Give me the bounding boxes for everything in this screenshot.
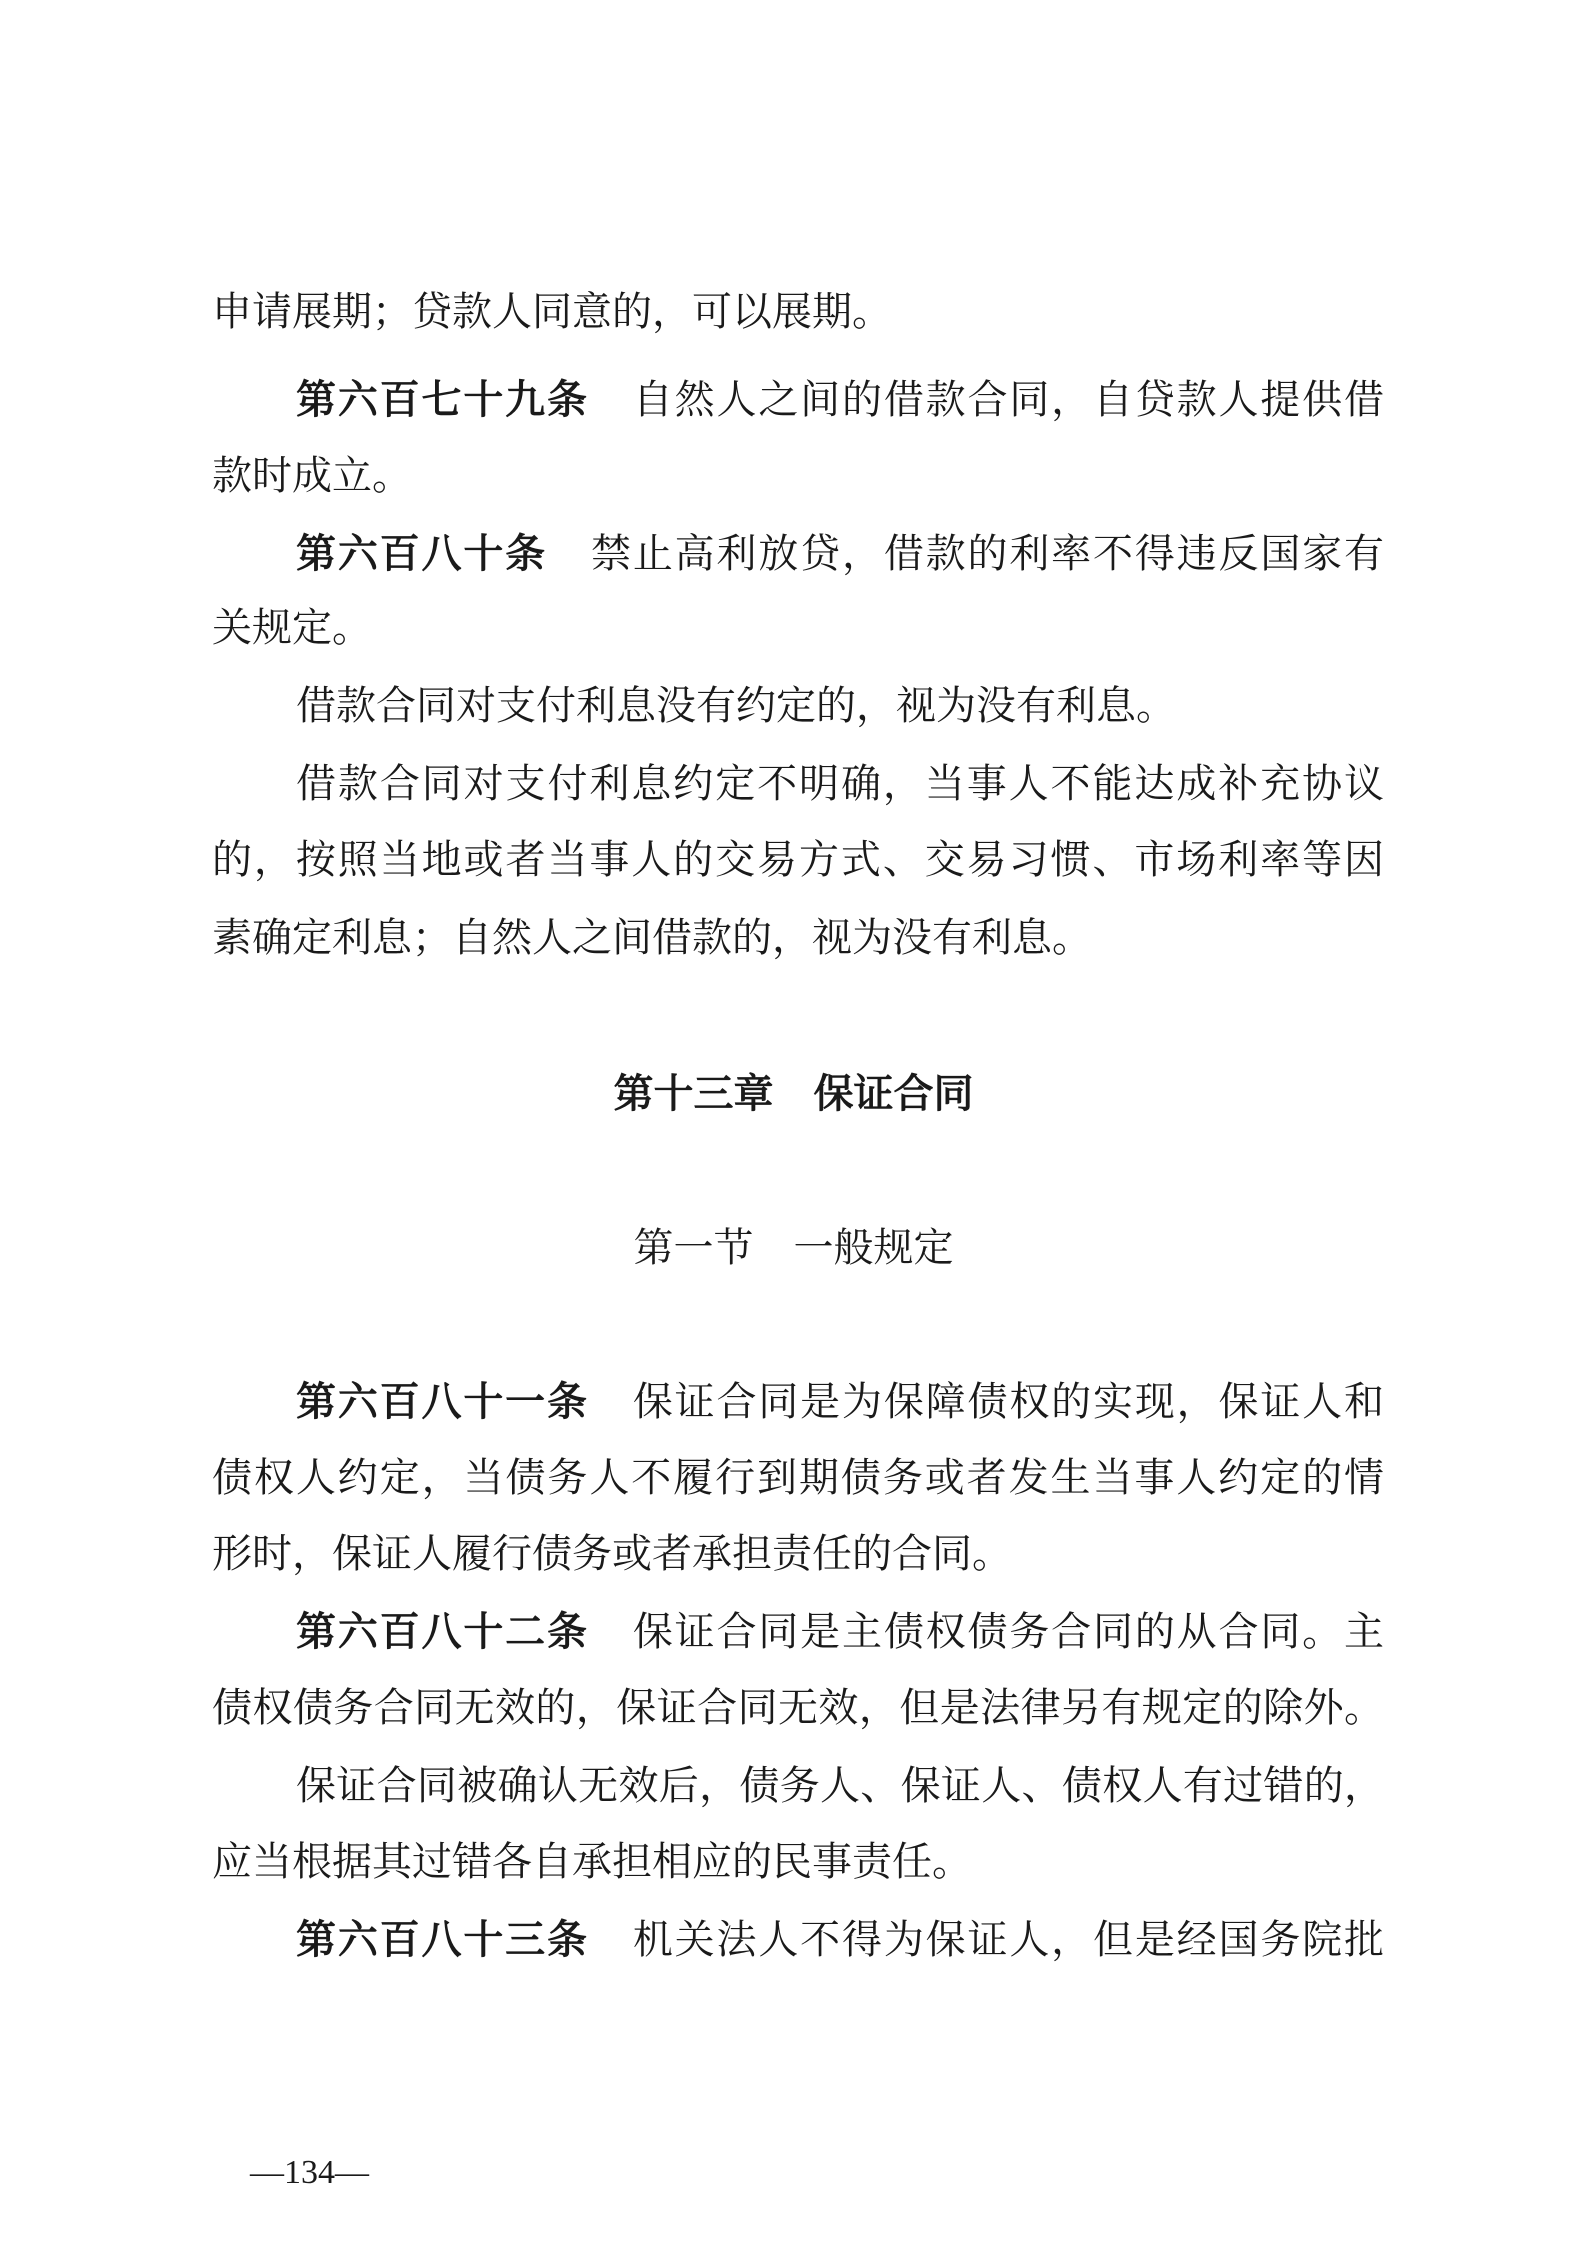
article-682-line-2 [212, 1672, 1384, 1744]
article-text: 借款合同对支付利息没有约定的，视为没有利息。 [296, 683, 1176, 729]
article-682-para-2-line-1 [212, 1750, 1384, 1822]
article-text: 素确定利息；自然人之间借款的，视为没有利息。 [212, 915, 1092, 961]
article-number: 第六百七十九条 [296, 377, 589, 423]
paragraph-line [212, 276, 1384, 348]
article-text: 债权债务合同无效的，保证合同无效，但是法律另有规定的除外。 [212, 1685, 1384, 1731]
article-text: 债权人约定，当债务人不履行到期债务或者发生当事人约定的情 [212, 1455, 1384, 1501]
article-number: 第六百八十条 [296, 531, 547, 577]
chapter-heading [0, 1058, 1587, 1130]
article-text: 保证合同是为保障债权的实现，保证人和 [632, 1379, 1385, 1425]
article-682-line-1 [212, 1596, 1384, 1668]
article-680-para-2 [212, 670, 1384, 742]
article-number: 第六百八十三条 [296, 1917, 589, 1963]
article-text: 借款合同对支付利息约定不明确，当事人不能达成补充协议 [296, 761, 1384, 807]
section-number: 第一节 [633, 1225, 754, 1271]
article-683-line-1 [212, 1904, 1384, 1976]
chapter-number: 第十三章 [613, 1071, 774, 1117]
article-text: 禁止高利放贷，借款的利率不得违反国家有 [591, 531, 1384, 577]
article-679-line-2 [212, 440, 1384, 512]
article-text: 自然人之间的借款合同，自贷款人提供借 [632, 377, 1385, 423]
article-680-para-3-line-1 [212, 748, 1384, 820]
page-number: —134— [250, 2154, 369, 2191]
chapter-title: 保证合同 [813, 1071, 974, 1117]
article-679-line-1 [212, 364, 1384, 436]
article-text: 应当根据其过错各自承担相应的民事责任。 [212, 1839, 972, 1885]
article-text: 款时成立。 [212, 453, 412, 499]
article-681-line-3 [212, 1518, 1384, 1590]
article-680-para-3-line-3 [212, 902, 1384, 974]
article-number: 第六百八十一条 [296, 1379, 589, 1425]
article-680-line-1 [212, 518, 1384, 590]
article-680-para-3-line-2 [212, 824, 1384, 896]
article-text: 关规定。 [212, 605, 372, 651]
section-title: 一般规定 [793, 1225, 954, 1271]
article-text: 的，按照当地或者当事人的交易方式、交易习惯、市场利率等因 [212, 837, 1384, 883]
article-682-para-2-line-2 [212, 1826, 1384, 1898]
article-text: 保证合同被确认无效后，债务人、保证人、债权人有过错的， [296, 1763, 1384, 1809]
article-text: 机关法人不得为保证人，但是经国务院批 [632, 1917, 1385, 1963]
article-681-line-2 [212, 1442, 1384, 1514]
article-number: 第六百八十二条 [296, 1609, 589, 1655]
section-heading [0, 1212, 1587, 1284]
article-681-line-1 [212, 1366, 1384, 1438]
text-span: 申请展期；贷款人同意的，可以展期。 [212, 289, 892, 335]
article-680-line-2 [212, 592, 1384, 664]
article-text: 形时，保证人履行债务或者承担责任的合同。 [212, 1531, 1012, 1577]
article-text: 保证合同是主债权债务合同的从合同。主 [632, 1609, 1385, 1655]
